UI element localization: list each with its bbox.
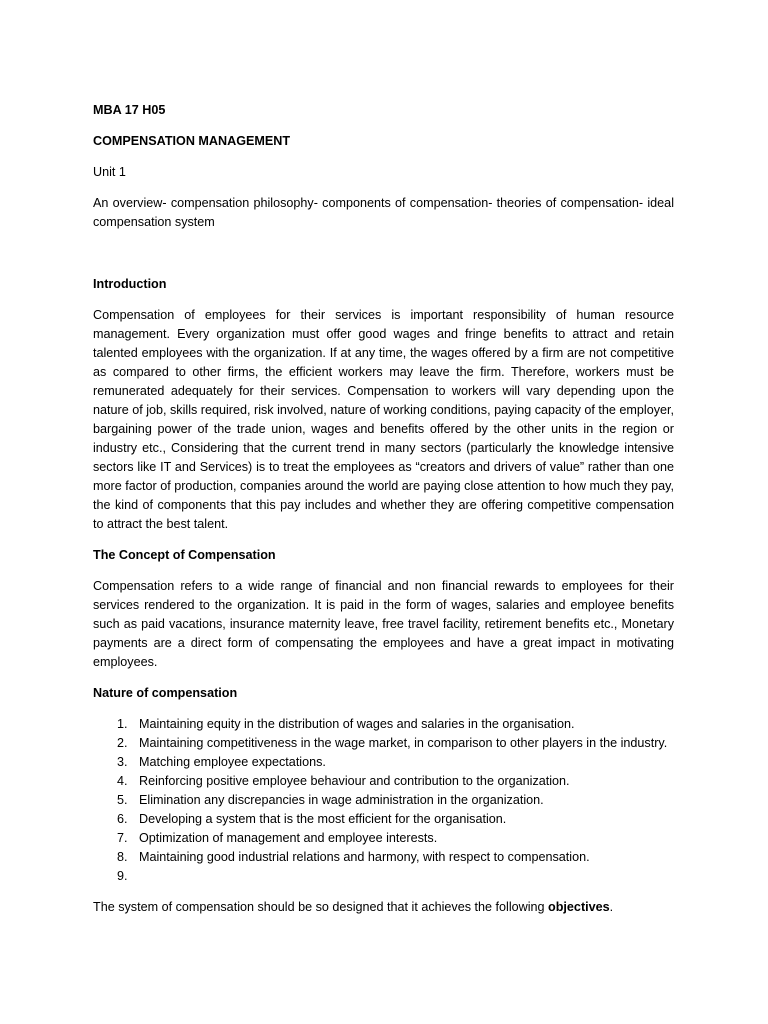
list-item-text: Elimination any discrepancies in wage administration in the organization. — [139, 793, 544, 807]
list-item-number: 2. — [117, 736, 128, 750]
list-item — [93, 810, 674, 829]
document-page — [93, 101, 674, 929]
course-title: COMPENSATION MANAGEMENT — [93, 134, 291, 148]
introduction-body: Compensation of employees for their services is important responsibility of human resource management. Every organization must offer good wages and fringe benefits to attract and retain talented employees with the organization. If at any time, the wages offered by a firm are not competitive as compared to other firms, the efficient workers may leave the firm. Therefore, workers must be remunerated adequately for their services. Compensation to workers will vary depending upon the nature of job, skills required, risk involved, nature of working conditions, paying capacity of the employer, bargaining power of the trade union, wages and benefits offered by the other units in the region or industry etc., Considering that the current trend in many sectors (particularly the knowledge intensive sectors like IT and Services) is to treat the employees as “creators and drivers of value” rather than one more factor of production, companies around the world are paying close attention to how much they pay, the kind of components that this pay includes and whether they are offering competitive compensation to attract the best talent. — [93, 308, 675, 531]
list-item-number: 8. — [117, 850, 128, 864]
list-item — [93, 829, 674, 848]
list-item — [93, 791, 674, 810]
list-item — [93, 734, 674, 753]
list-item-text: Maintaining competitiveness in the wage market, in comparison to other players in the industry. — [139, 736, 668, 750]
objectives-sentence — [93, 898, 674, 917]
concept-body: Compensation refers to a wide range of financial and non financial rewards to employees for their services rendered to the organization. It is paid in the form of wages, salaries and employee benefits such as paid vacations, insurance maternity leave, free travel facility, retirement benefits etc., Monetary payments are a direct form of compensating the employees and have a great impact in motivating employees. — [93, 579, 674, 669]
unit-overview: An overview- compensation philosophy- components of compensation- theories of compensation- ideal compensation system — [93, 196, 674, 229]
list-item-text: Optimization of management and employee interests. — [139, 831, 438, 845]
nature-list — [93, 715, 674, 886]
list-item-number: 9. — [117, 869, 128, 883]
list-item-number: 6. — [117, 812, 128, 826]
list-item-text: Maintaining good industrial relations and harmony, with respect to compensation. — [139, 850, 590, 864]
objectives-lead: The system of compensation should be so designed that it achieves the following — [93, 900, 549, 914]
course-code: MBA 17 H05 — [93, 103, 166, 117]
list-item — [93, 753, 674, 772]
list-item — [93, 867, 674, 886]
list-item-number: 4. — [117, 774, 128, 788]
list-item — [93, 772, 674, 791]
nature-heading: Nature of compensation — [93, 686, 238, 700]
list-item-number: 1. — [117, 717, 128, 731]
list-item-number: 3. — [117, 755, 128, 769]
list-item — [93, 848, 674, 867]
list-item — [93, 715, 674, 734]
list-item-text: Matching employee expectations. — [139, 755, 326, 769]
objectives-emphasis: objectives — [548, 900, 610, 914]
introduction-heading: Introduction — [93, 277, 167, 291]
unit-label: Unit 1 — [93, 165, 126, 179]
concept-heading: The Concept of Compensation — [93, 548, 276, 562]
list-item-number: 5. — [117, 793, 128, 807]
list-item-text: Maintaining equity in the distribution of wages and salaries in the organisation. — [139, 717, 575, 731]
list-item-text: Developing a system that is the most efficient for the organisation. — [139, 812, 507, 826]
list-item-number: 7. — [117, 831, 128, 845]
objectives-trail: . — [609, 900, 614, 914]
list-item-text: Reinforcing positive employee behaviour and contribution to the organization. — [139, 774, 570, 788]
